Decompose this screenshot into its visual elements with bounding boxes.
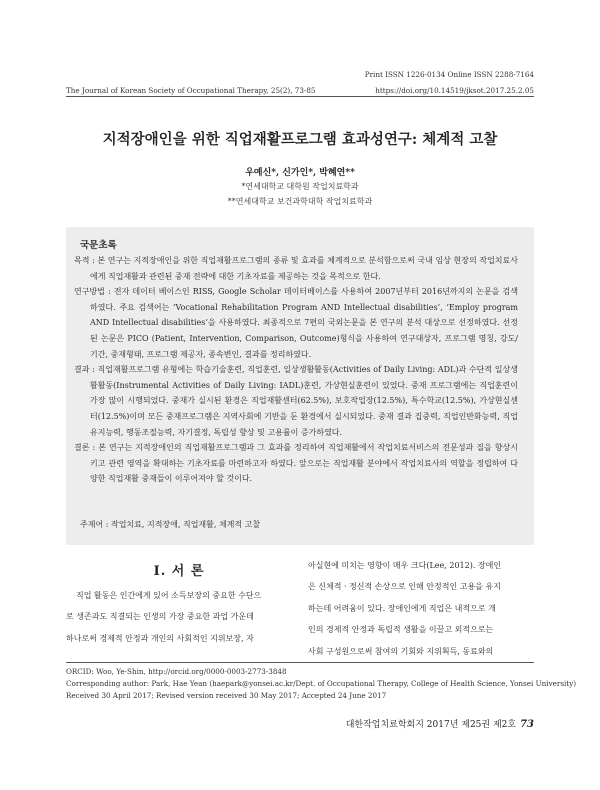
footer-journal: 대한작업치료학회지 2017년 제25권 제2호 xyxy=(345,720,517,730)
body-column-right xyxy=(308,555,534,662)
page-number: 73 xyxy=(520,719,534,730)
body-line: 직업 활동은 인간에게 있어 소득보장의 중요한 수단으 xyxy=(76,591,262,600)
abstract-box xyxy=(66,227,534,545)
body-line: 사회 구성원으로써 참여의 기회와 지위획득, 동료와의 xyxy=(308,646,494,656)
abstract-methods: 연구방법 : 전자 데이터 베이스인 RISS, Google Scholar 데이터베이스를 사용하여 2007년부터 2016년까지의 논문을 검색하였다. 주요 검색어는 ‘Vocational Rehabilitation Program AND Intellectual disabilities’, ‘Employ program AND Intellectual disabilities’을 사용하였다. 최종적으로 7편의 국외논문을 본 연구의 분석 대상으로 선정하였다. 선정된 논문은 PICO (Patient, Intervention, Comparison, Outcome)형식을 사용하여 연구대상자, 프로그램 명칭, 강도/기간, 중재형태, 프로그램 제공자, 종속변인, 결과를 정리하였다. xyxy=(74,287,518,359)
journal-citation: The Journal of Korean Society of Occupational Therapy, 25(2), 73-85 xyxy=(66,86,316,95)
author-list: 우예신*, 신가인*, 박혜연** xyxy=(245,168,355,178)
abstract-purpose: 목적 : 본 연구는 지적장애인을 위한 직업재활프로그램의 종류 및 효과를 체계적으로 분석함으로써 국내 임상 현장의 작업치료사에게 직업재활과 관련된 중재 전략에 대한 기초자료를 제공하는 것을 목적으로 한다. xyxy=(74,256,518,281)
body-line: 은 신체적 · 정신적 손상으로 인해 안정적인 고용을 유지 xyxy=(308,582,501,592)
section-title: Ⅰ. 서 론 xyxy=(153,564,205,579)
body-line: 아실현에 미치는 영향이 매우 크다(Lee, 2012). 장애인 xyxy=(308,561,502,570)
doi-link[interactable]: https://doi.org/10.14519/jksot.2017.25.2.05 xyxy=(375,86,534,95)
affiliation-1: *연세대학교 대학원 작업치료학과 xyxy=(241,182,359,191)
issn-line: Print ISSN 1226-0134 Online ISSN 2288-7164 xyxy=(364,70,534,79)
abstract-results: 결과 : 직업재활프로그램 유형에는 학습기술훈련, 직업훈련, 일상생활활동(Activities of Daily Living: ADL)과 수단적 일상생활활동(Instrumental Activities of Daily Living: IADL)훈련, 가상현실훈련이 있었다. 중재 프로그램에는 직업훈련이 가장 많이 시행되었다. 중재가 실시된 환경은 직업재활센터(62.5%), 보호작업장(12.5%), 특수학교(12.5%), 가상현실센터(12.5%)이며 모든 중재프로그램은 지역사회에 기반을 둔 환경에서 실시되었다. 중재 결과 집중력, 직업인반화능력, 직업유지능력, 행동조절능력, 자기결정, 독립성 향상 및 고용률이 증가하였다. xyxy=(74,365,518,437)
abstract-body xyxy=(74,253,518,487)
footnote-received: Received 30 April 2017; Revised version received 30 May 2017; Accepted 24 June 2017 xyxy=(66,691,387,700)
body-line: 인의 경제적 안정과 독립적 생활을 이끌고 외적으로는 xyxy=(308,625,494,635)
footnote-rule xyxy=(66,662,534,663)
footnote-corresponding: Corresponding author: Park, Hae Yean (haepark@yonsei.ac.kr/Dept. of Occupational Therapy, College of Health Science, Yonsei University) xyxy=(66,679,577,688)
paper-title: 지적장애인을 위한 직업재활프로그램 효과성연구: 체계적 고찰 xyxy=(102,131,498,148)
body-line: 로 생존과도 직결되는 인생의 가장 중요한 과업 가운데 xyxy=(66,612,254,622)
abstract-conclusion: 결론 : 본 연구는 지적장애인의 직업재활프로그램과 그 효과를 정리하여 직업재활에서 작업치료서비스의 전문성과 질을 향상시키고 관련 영역을 확대하는 기초자료를 마련하고자 하였다. 앞으로는 직업재활 분야에서 작업치료사의 역할을 정립하여 다양한 직업재활 중재들이 이루어져야 할 것이다. xyxy=(74,443,518,484)
keywords: 주제어 : 작업치료, 지적장애, 직업재활, 체계적 고찰 xyxy=(80,520,261,529)
body-column-left xyxy=(66,585,292,649)
abstract-heading: 국문초록 xyxy=(80,240,117,251)
page-footer xyxy=(346,717,534,730)
affiliation-2: **연세대학교 보건과학대학 작업치료학과 xyxy=(227,197,373,206)
footnote-orcid: ORCID: Woo, Ye-Shin, http://orcid.org/0000-0003-2773-3848 xyxy=(66,667,287,676)
header-rule xyxy=(66,96,534,97)
body-line: 하는데 어려움이 있다. 장애인에게 직업은 내적으로 개 xyxy=(308,603,496,613)
body-line: 하나로써 경제적 안정과 개인의 사회적인 지위보장, 자 xyxy=(66,633,254,643)
